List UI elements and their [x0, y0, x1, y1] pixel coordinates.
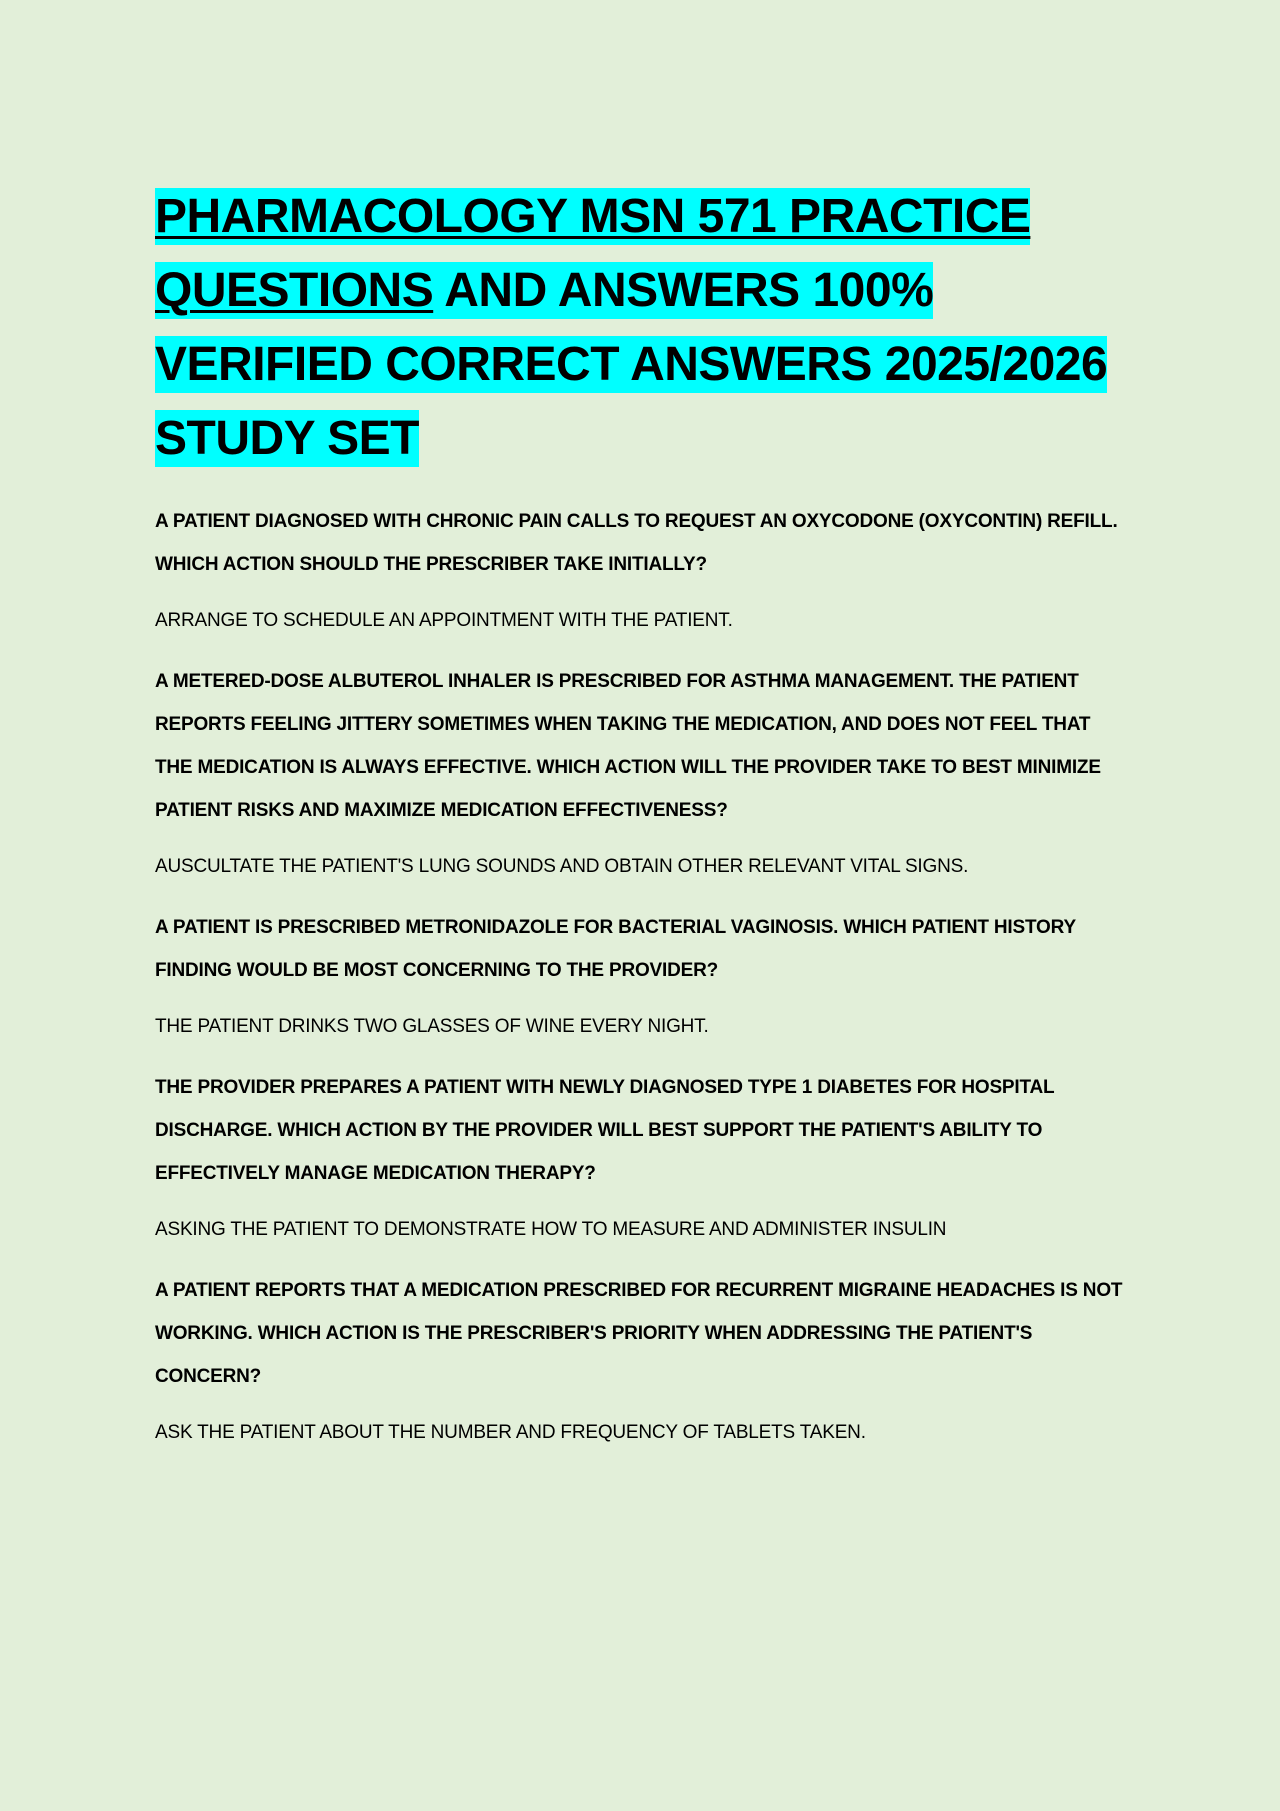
question-text: A METERED-DOSE ALBUTEROL INHALER IS PRESCRIBED FOR ASTHMA MANAGEMENT. THE PATIENT REPORTS FEELING JITTERY SOMETIMES WHEN TAKING THE MEDICATION, AND DOES NOT FEEL THAT THE MEDICATION IS ALWAYS EFFECTIVE. WHICH ACTION WILL THE PROVIDER TAKE TO BEST MINIMIZE PATIENT RISKS AND MAXIMIZE MEDICATION EFFECTIVENESS?	[155, 671, 1101, 821]
qa-item	[155, 500, 1125, 634]
answer-text: AUSCULTATE THE PATIENT'S LUNG SOUNDS AND OBTAIN OTHER RELEVANT VITAL SIGNS.	[155, 856, 969, 877]
question-text: THE PROVIDER PREPARES A PATIENT WITH NEWLY DIAGNOSED TYPE 1 DIABETES FOR HOSPITAL DISCHARGE. WHICH ACTION BY THE PROVIDER WILL BEST SUPPORT THE PATIENT'S ABILITY TO EFFECTIVELY MANAGE MEDICATION THERAPY?	[155, 1077, 1055, 1184]
qa-list	[155, 500, 1125, 1446]
title-rest: AND ANSWERS 100% VERIFIED CORRECT ANSWERS 2025/2026 STUDY SET	[155, 264, 1108, 465]
qa-item	[155, 1066, 1125, 1243]
answer-text: ASKING THE PATIENT TO DEMONSTRATE HOW TO MEASURE AND ADMINISTER INSULIN	[155, 1219, 947, 1240]
question-text: A PATIENT DIAGNOSED WITH CHRONIC PAIN CALLS TO REQUEST AN OXYCODONE (OXYCONTIN) REFILL. WHICH ACTION SHOULD THE PRESCRIBER TAKE INITIALLY?	[155, 511, 1118, 575]
title-highlight	[155, 188, 1107, 467]
question-text: A PATIENT REPORTS THAT A MEDICATION PRESCRIBED FOR RECURRENT MIGRAINE HEADACHES IS NOT WORKING. WHICH ACTION IS THE PRESCRIBER'S PRIORITY WHEN ADDRESSING THE PATIENT'S CONCERN?	[155, 1280, 1123, 1387]
title-underlined-part: PHARMACOLOGY MSN 571 PRACTICE QUESTIONS	[155, 190, 1031, 317]
qa-item	[155, 660, 1125, 880]
answer-text: THE PATIENT DRINKS TWO GLASSES OF WINE EVERY NIGHT.	[155, 1016, 709, 1037]
document-page	[155, 180, 1125, 1472]
answer-text: ASK THE PATIENT ABOUT THE NUMBER AND FREQUENCY OF TABLETS TAKEN.	[155, 1422, 866, 1443]
document-title	[155, 180, 1125, 476]
answer-text: ARRANGE TO SCHEDULE AN APPOINTMENT WITH THE PATIENT.	[155, 610, 733, 631]
question-text: A PATIENT IS PRESCRIBED METRONIDAZOLE FOR BACTERIAL VAGINOSIS. WHICH PATIENT HISTORY FINDING WOULD BE MOST CONCERNING TO THE PROVIDER?	[155, 917, 1076, 981]
qa-item	[155, 906, 1125, 1040]
qa-item	[155, 1269, 1125, 1446]
